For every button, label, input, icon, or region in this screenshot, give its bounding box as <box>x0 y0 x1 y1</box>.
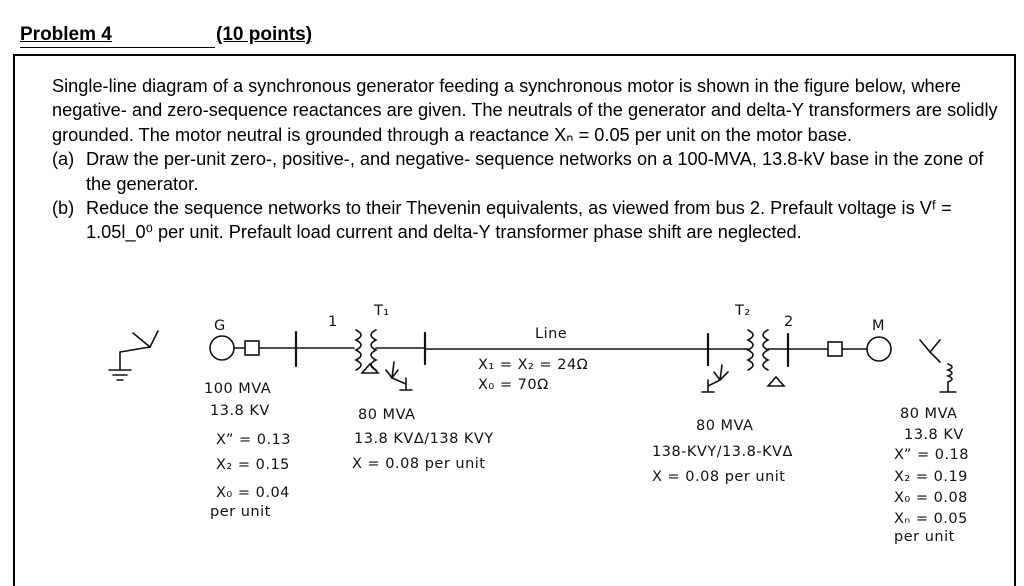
gen-rating-line: X” = 0.13 <box>216 432 292 448</box>
t1-label: T₁ <box>374 303 390 319</box>
gen-rating-line: 13.8 KV <box>210 403 270 419</box>
transformer-t2 <box>702 330 828 392</box>
motor-rating-line: X” = 0.18 <box>894 447 970 463</box>
t1-rating-line: 13.8 KVΔ/138 KVY <box>354 431 494 447</box>
t2-rating-line: 80 MVA <box>696 418 754 434</box>
motor-symbol <box>867 337 891 361</box>
motor-rating-line: per unit <box>894 529 955 545</box>
motor-rating-line: 13.8 KV <box>904 427 964 443</box>
gen-rating-line: X₂ = 0.15 <box>216 457 290 473</box>
motor-rating-line: X₂ = 0.19 <box>894 469 968 485</box>
problem-title: Problem 4 <box>20 24 112 45</box>
generator-label: G <box>214 318 226 334</box>
motor-label: M <box>872 318 886 334</box>
part-b-label: (b) <box>52 198 75 219</box>
t2-rating-line: X = 0.08 per unit <box>652 469 786 485</box>
motor-breaker <box>828 342 842 356</box>
line-x1-label: X₁ = X₂ = 24Ω <box>478 357 589 373</box>
motor-ratings <box>894 406 969 545</box>
bus-2-label: 2 <box>784 314 794 330</box>
motor-rating-line: Xₙ = 0.05 <box>894 511 968 527</box>
t2-rating-line: 138-KVY/13.8-KVΔ <box>652 444 793 460</box>
t1-ratings <box>352 407 494 472</box>
problem-points: (10 points) <box>216 24 313 45</box>
part-a-label: (a) <box>52 149 75 170</box>
t2-label: T₂ <box>735 303 751 319</box>
generator-symbol <box>210 336 234 360</box>
intro-paragraph: Single-line diagram of a synchronous generator feeding a synchronous motor is shown in the figure below, where negative- and zero-sequence reactances are given. The neutrals of the generator and delta-Y transformers are solidly grounded. The motor neutral is grounded through a reactance Xₙ = 0.05 per unit on the motor base. <box>52 76 998 145</box>
motor-rating-line: 80 MVA <box>900 406 958 422</box>
part-b-text: Reduce the sequence networks to their Thevenin equivalents, as viewed from bus 2. Prefault voltage is Vᶠ = 1.05l_0⁰ per unit. Prefault load current and delta-Y transformer phase shift are neglected. <box>86 198 952 243</box>
motor-rating-line: X₀ = 0.08 <box>894 490 968 506</box>
generator-ground-symbol <box>109 331 158 380</box>
line-label: Line <box>535 326 568 342</box>
part-a-text: Draw the per-unit zero-, positive-, and negative- sequence networks on a 100-MVA, 13.8-kV base in the zone of the generator. <box>86 149 984 194</box>
gen-rating-line: 100 MVA <box>204 381 272 397</box>
bus-1-label: 1 <box>328 314 338 330</box>
transformer-t1 <box>356 330 425 390</box>
generator-breaker <box>245 341 259 355</box>
gen-rating-line: per unit <box>210 504 271 520</box>
t1-rating-line: X = 0.08 per unit <box>352 456 486 472</box>
motor-ground-reactance <box>920 340 956 392</box>
t2-ratings <box>652 418 793 485</box>
line-x0-label: X₀ = 70Ω <box>478 377 549 393</box>
gen-rating-line: X₀ = 0.04 <box>216 485 290 501</box>
t1-rating-line: 80 MVA <box>358 407 416 423</box>
generator-ratings <box>204 381 291 520</box>
